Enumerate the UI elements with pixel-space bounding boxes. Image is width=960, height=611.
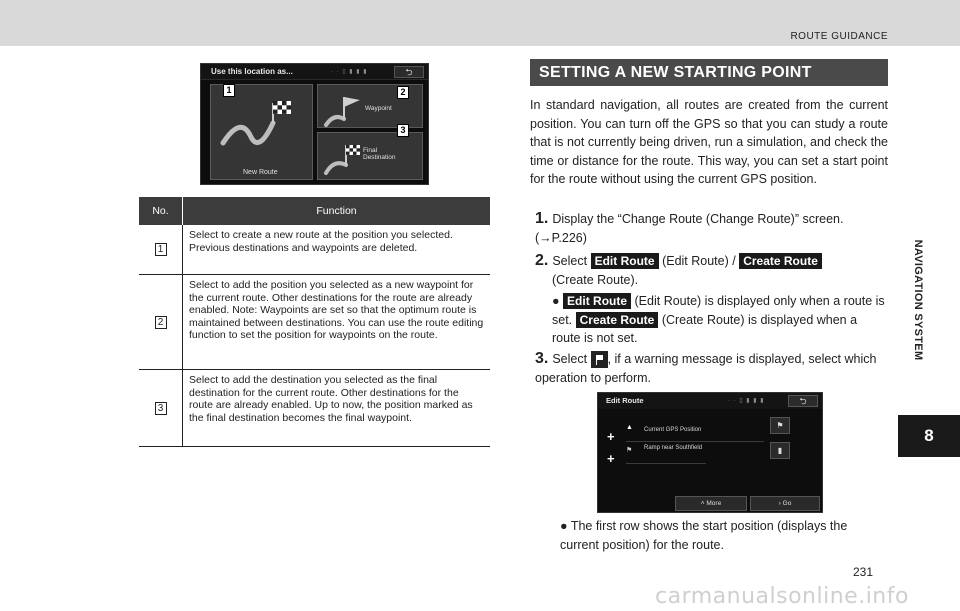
flag-button-icon[interactable]: ⚑ (770, 417, 790, 434)
status-icons: · · ▯ ▮ ▮ ▮ (728, 398, 765, 404)
final-destination-label: Final Destination (363, 147, 396, 161)
col-no-header: No. (139, 197, 183, 225)
flag-icon: ⚑ (626, 447, 633, 454)
step-2-bullet: ● Edit Route (Edit Route) is displayed only when a route is set. Create Route (Create Route) is displayed when a route is not set. (552, 294, 885, 346)
col-function-header: Function (316, 205, 357, 217)
add-icon[interactable]: + (607, 429, 615, 444)
route-flag-icon (211, 85, 314, 181)
step-3 (535, 350, 888, 387)
edit-route-screenshot (597, 392, 823, 513)
row-function: Select to add the position you selected as a new waypoint for the current route. Other destinations for the route are already enabled. Note: Waypoints are set so that the optimum route is maintained between destinations. You can use the route editing function to set the position for waypoints on the route. (189, 279, 484, 342)
intro-paragraph: In standard navigation, all routes are created from the current position. You can turn off the GPS so that you can study a route that is not currently being driven, run a simulation, and check the time or distance for the route. This way, you can set a start point for the route without using the current GPS position. (530, 98, 888, 187)
row-number-cell (139, 370, 183, 446)
screen-header (201, 64, 428, 80)
create-route-paren: (Create Route). (552, 272, 639, 287)
edit-route-paren: (Edit Route) / (662, 254, 736, 268)
note-bullet: ● The first row shows the start position (displays the current position) for the route. (560, 519, 848, 552)
row-number: 2 (155, 316, 167, 329)
edit-route-button: Edit Route (563, 293, 631, 309)
go-button[interactable]: › Go (750, 496, 820, 511)
row-number: 1 (155, 243, 167, 256)
screen-header (598, 393, 822, 409)
more-label: More (706, 500, 722, 507)
create-route-button: Create Route (576, 312, 659, 328)
chapter-tab: 8 (898, 415, 960, 457)
step-text: Display the “Change Route (Change Route)” screen. (→P.226) (535, 212, 844, 245)
step-3-text: , if a warning message is displayed, select which operation to perform. (535, 352, 877, 385)
route-row-current[interactable] (626, 420, 764, 442)
create-route-button: Create Route (739, 253, 822, 269)
step-number: 2. (535, 252, 549, 269)
new-route-label: New Route (243, 169, 278, 176)
row-function: Select to create a new route at the position you selected. Previous destinations and waypoints are deleted. (189, 229, 453, 254)
destination-label: Ramp near Southfield (644, 445, 703, 451)
step-select-text: Select (552, 352, 588, 366)
add-icon[interactable]: + (607, 451, 615, 466)
waypoint-label: Waypoint (365, 105, 392, 112)
delete-icon[interactable]: ▮ (770, 442, 790, 459)
function-table (139, 197, 490, 447)
table-row (139, 275, 490, 370)
flag-icon (591, 351, 608, 368)
table-header (139, 197, 490, 225)
step-number: 1. (535, 210, 549, 227)
step-1 (535, 210, 888, 247)
step-select-text: Select (552, 254, 588, 268)
final-destination-tile[interactable] (317, 132, 423, 180)
badge-1: 1 (223, 84, 235, 97)
row-number-cell (139, 225, 183, 274)
table-row (139, 225, 490, 275)
back-arrow-icon[interactable]: ⮌ (788, 395, 818, 407)
table-row (139, 370, 490, 447)
edit-route-button: Edit Route (591, 253, 659, 269)
screen-title: Use this location as... (211, 67, 293, 76)
route-row-destination[interactable] (626, 442, 706, 464)
chapter-side-label-text: NAVIGATION SYSTEM (912, 239, 924, 361)
new-route-tile[interactable] (210, 84, 313, 180)
page-number: 231 (853, 565, 874, 579)
note-text: The first row shows the start position (displays the current position) for the route. (560, 519, 848, 552)
step-number: 3. (535, 350, 549, 367)
section-title: ROUTE GUIDANCE (790, 31, 888, 42)
step-2 (535, 252, 888, 289)
up-arrow-icon: ▲ (626, 424, 633, 431)
badge-2: 2 (397, 86, 409, 99)
chapter-side-label (888, 180, 948, 420)
row-function: Select to add the destination you selected as the final destination for the current route. Other destinations for the route are already enabled. Up to now, the position marked as the final destination becomes the final waypoint. (189, 374, 473, 424)
go-label: Go (782, 500, 792, 507)
section-heading: SETTING A NEW STARTING POINT (530, 59, 888, 86)
edit-route-note: (Edit Route) is displayed only when a route is set. (552, 294, 885, 327)
use-location-screenshot (200, 63, 429, 185)
row-number-cell (139, 275, 183, 369)
screen-title: Edit Route (606, 396, 644, 405)
create-route-note: (Create Route) is displayed when a route is not set. (552, 312, 858, 346)
back-arrow-icon[interactable]: ⮌ (394, 66, 424, 78)
watermark: carmanualsonline.info (655, 584, 909, 609)
current-gps-label: Current GPS Position (644, 427, 702, 433)
badge-3: 3 (397, 124, 409, 137)
row-number: 3 (155, 402, 167, 415)
status-icons: · · ▯ ▮ ▮ ▮ (331, 69, 368, 75)
more-button[interactable]: ˄ More (675, 496, 747, 511)
